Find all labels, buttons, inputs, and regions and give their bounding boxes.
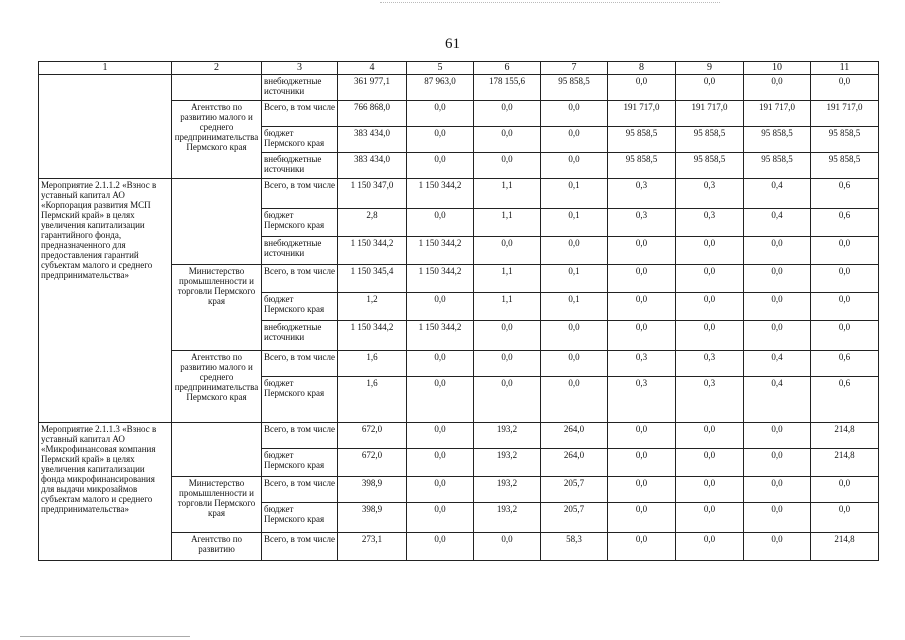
- value-cell: 2,8: [338, 209, 407, 237]
- value-cell: 0,0: [474, 321, 541, 351]
- value-cell: 0,0: [811, 265, 879, 293]
- measure-cell: Мероприятие 2.1.1.3 «Взнос в уставный капитал АО «Микрофинансовая компания Пермский край» в целях увеличения капитализации фонда микрофинансирования для выдачи микрозаймов субъектам малого и среднего предпринимательства»: [39, 423, 172, 561]
- value-cell: 87 963,0: [407, 75, 474, 101]
- value-cell: 0,3: [676, 377, 744, 423]
- value-cell: 95 858,5: [811, 127, 879, 153]
- value-cell: 0,0: [608, 321, 676, 351]
- value-cell: 191 717,0: [811, 101, 879, 127]
- value-cell: 191 717,0: [744, 101, 811, 127]
- value-cell: 0,0: [744, 503, 811, 533]
- executor-cell: Агентство по развитию: [172, 533, 262, 561]
- header-cell: 5: [407, 62, 474, 75]
- value-cell: 0,0: [608, 423, 676, 449]
- value-cell: 0,0: [676, 321, 744, 351]
- value-cell: 0,0: [407, 153, 474, 179]
- funding-source-cell: внебюджетные источники: [262, 153, 338, 179]
- value-cell: 0,0: [474, 377, 541, 423]
- measure-cell: Мероприятие 2.1.1.2 «Взнос в уставный капитал АО «Корпорация развития МСП Пермский край» в целях увеличения капитализации гарантийного фонда, предназначенного для предоставления гарантий субъектам малого и среднего предпринимательства»: [39, 179, 172, 423]
- value-cell: 0,0: [744, 293, 811, 321]
- value-cell: 0,0: [474, 153, 541, 179]
- value-cell: 214,8: [811, 423, 879, 449]
- value-cell: 0,6: [811, 377, 879, 423]
- value-cell: 0,0: [541, 321, 608, 351]
- value-cell: 0,3: [608, 377, 676, 423]
- funding-source-cell: бюджет Пермского края: [262, 209, 338, 237]
- funding-source-cell: внебюджетные источники: [262, 237, 338, 265]
- value-cell: 0,0: [676, 265, 744, 293]
- value-cell: 1 150 344,2: [338, 321, 407, 351]
- value-cell: 383 434,0: [338, 127, 407, 153]
- value-cell: 1,1: [474, 265, 541, 293]
- header-cell: 2: [172, 62, 262, 75]
- value-cell: 193,2: [474, 449, 541, 477]
- executor-cell: Министерство промышленности и торговли Пермского края: [172, 265, 262, 351]
- value-cell: 0,0: [608, 503, 676, 533]
- value-cell: 264,0: [541, 423, 608, 449]
- value-cell: 0,0: [608, 477, 676, 503]
- header-cell: 6: [474, 62, 541, 75]
- value-cell: 1 150 344,2: [407, 179, 474, 209]
- value-cell: 214,8: [811, 449, 879, 477]
- header-cell: 8: [608, 62, 676, 75]
- table-row: [39, 179, 879, 209]
- funding-source-cell: внебюджетные источники: [262, 75, 338, 101]
- value-cell: 0,0: [676, 293, 744, 321]
- value-cell: 1,2: [338, 293, 407, 321]
- value-cell: 0,0: [744, 533, 811, 561]
- header-cell: 9: [676, 62, 744, 75]
- value-cell: 95 858,5: [608, 153, 676, 179]
- executor-cell: [172, 179, 262, 265]
- value-cell: 0,0: [474, 533, 541, 561]
- value-cell: 0,1: [541, 293, 608, 321]
- value-cell: 0,0: [407, 377, 474, 423]
- value-cell: 383 434,0: [338, 153, 407, 179]
- value-cell: 0,0: [608, 237, 676, 265]
- value-cell: 0,0: [744, 265, 811, 293]
- value-cell: 273,1: [338, 533, 407, 561]
- funding-source-cell: Всего, в том числе: [262, 477, 338, 503]
- value-cell: 672,0: [338, 449, 407, 477]
- value-cell: 0,0: [608, 293, 676, 321]
- funding-source-cell: бюджет Пермского края: [262, 449, 338, 477]
- value-cell: 0,0: [474, 237, 541, 265]
- value-cell: 1 150 347,0: [338, 179, 407, 209]
- table-body: [39, 75, 879, 561]
- value-cell: 0,1: [541, 179, 608, 209]
- funding-source-cell: бюджет Пермского края: [262, 127, 338, 153]
- value-cell: 1,1: [474, 209, 541, 237]
- value-cell: 0,0: [541, 101, 608, 127]
- value-cell: 0,0: [407, 533, 474, 561]
- value-cell: 0,0: [407, 351, 474, 377]
- value-cell: 361 977,1: [338, 75, 407, 101]
- value-cell: 0,0: [541, 377, 608, 423]
- header-cell: 3: [262, 62, 338, 75]
- value-cell: 95 858,5: [676, 127, 744, 153]
- header-cell: 7: [541, 62, 608, 75]
- funding-source-cell: Всего, в том числе: [262, 351, 338, 377]
- value-cell: 0,0: [474, 351, 541, 377]
- value-cell: 214,8: [811, 533, 879, 561]
- value-cell: 205,7: [541, 503, 608, 533]
- value-cell: 264,0: [541, 449, 608, 477]
- value-cell: 0,0: [676, 75, 744, 101]
- executor-cell: Агентство по развитию малого и среднего предпринимательства Пермского края: [172, 351, 262, 423]
- value-cell: 0,0: [407, 477, 474, 503]
- value-cell: 0,0: [744, 423, 811, 449]
- funding-source-cell: бюджет Пермского края: [262, 377, 338, 423]
- header-cell: 1: [39, 62, 172, 75]
- value-cell: 0,0: [407, 209, 474, 237]
- value-cell: 0,0: [608, 265, 676, 293]
- value-cell: 0,6: [811, 179, 879, 209]
- value-cell: 672,0: [338, 423, 407, 449]
- budget-table: [38, 61, 879, 561]
- value-cell: 95 858,5: [676, 153, 744, 179]
- value-cell: 0,0: [676, 449, 744, 477]
- value-cell: 0,0: [744, 237, 811, 265]
- value-cell: 0,0: [407, 101, 474, 127]
- table-row: [39, 75, 879, 101]
- value-cell: 0,0: [407, 293, 474, 321]
- value-cell: 0,1: [541, 209, 608, 237]
- value-cell: 0,4: [744, 351, 811, 377]
- value-cell: 0,0: [811, 293, 879, 321]
- value-cell: 0,1: [541, 265, 608, 293]
- funding-source-cell: Всего, в том числе: [262, 101, 338, 127]
- measure-cell: [39, 75, 172, 179]
- value-cell: 0,0: [407, 449, 474, 477]
- header-cell: 11: [811, 62, 879, 75]
- value-cell: 1 150 344,2: [407, 265, 474, 293]
- value-cell: 766 868,0: [338, 101, 407, 127]
- value-cell: 0,0: [811, 75, 879, 101]
- value-cell: 1 150 344,2: [407, 237, 474, 265]
- funding-source-cell: бюджет Пермского края: [262, 503, 338, 533]
- value-cell: 0,0: [608, 75, 676, 101]
- value-cell: 0,0: [541, 237, 608, 265]
- value-cell: 193,2: [474, 503, 541, 533]
- value-cell: 178 155,6: [474, 75, 541, 101]
- table-row: [39, 423, 879, 449]
- value-cell: 0,0: [676, 503, 744, 533]
- value-cell: 0,0: [407, 127, 474, 153]
- value-cell: 0,3: [676, 179, 744, 209]
- value-cell: 398,9: [338, 477, 407, 503]
- value-cell: 0,0: [744, 477, 811, 503]
- value-cell: 1 150 344,2: [338, 237, 407, 265]
- value-cell: 0,0: [744, 75, 811, 101]
- value-cell: 191 717,0: [676, 101, 744, 127]
- value-cell: 1,6: [338, 351, 407, 377]
- value-cell: 0,0: [541, 153, 608, 179]
- value-cell: 95 858,5: [541, 75, 608, 101]
- value-cell: 0,0: [407, 503, 474, 533]
- value-cell: 0,0: [407, 423, 474, 449]
- value-cell: 0,3: [676, 209, 744, 237]
- value-cell: 1,6: [338, 377, 407, 423]
- funding-source-cell: внебюджетные источники: [262, 321, 338, 351]
- value-cell: 1,1: [474, 293, 541, 321]
- value-cell: 0,3: [608, 209, 676, 237]
- value-cell: 1 150 344,2: [407, 321, 474, 351]
- value-cell: 0,0: [608, 533, 676, 561]
- value-cell: 0,0: [744, 449, 811, 477]
- value-cell: 0,0: [541, 127, 608, 153]
- executor-cell: Министерство промышленности и торговли Пермского края: [172, 477, 262, 533]
- value-cell: 0,0: [676, 533, 744, 561]
- value-cell: 191 717,0: [608, 101, 676, 127]
- executor-cell: Агентство по развитию малого и среднего предпринимательства Пермского края: [172, 101, 262, 179]
- header-row: [39, 62, 879, 75]
- value-cell: 0,0: [676, 237, 744, 265]
- value-cell: 95 858,5: [811, 153, 879, 179]
- value-cell: 0,3: [608, 179, 676, 209]
- funding-source-cell: Всего, в том числе: [262, 423, 338, 449]
- funding-source-cell: Всего, в том числе: [262, 179, 338, 209]
- scan-edge-top: [380, 2, 720, 4]
- funding-source-cell: Всего, в том числе: [262, 533, 338, 561]
- scan-edge-bottom: [20, 636, 190, 638]
- value-cell: 0,0: [541, 351, 608, 377]
- header-cell: 10: [744, 62, 811, 75]
- value-cell: 95 858,5: [744, 153, 811, 179]
- value-cell: 95 858,5: [744, 127, 811, 153]
- value-cell: 0,3: [608, 351, 676, 377]
- value-cell: 0,0: [676, 423, 744, 449]
- value-cell: 0,0: [608, 449, 676, 477]
- value-cell: 193,2: [474, 423, 541, 449]
- value-cell: 0,0: [744, 321, 811, 351]
- value-cell: 0,3: [676, 351, 744, 377]
- value-cell: 1,1: [474, 179, 541, 209]
- page-number: 61: [445, 36, 460, 52]
- value-cell: 0,0: [811, 237, 879, 265]
- value-cell: 0,6: [811, 351, 879, 377]
- value-cell: 0,4: [744, 209, 811, 237]
- value-cell: 58,3: [541, 533, 608, 561]
- funding-source-cell: бюджет Пермского края: [262, 293, 338, 321]
- value-cell: 0,6: [811, 209, 879, 237]
- value-cell: 193,2: [474, 477, 541, 503]
- value-cell: 0,0: [676, 477, 744, 503]
- value-cell: 1 150 345,4: [338, 265, 407, 293]
- value-cell: 0,4: [744, 179, 811, 209]
- value-cell: 205,7: [541, 477, 608, 503]
- value-cell: 95 858,5: [608, 127, 676, 153]
- header-cell: 4: [338, 62, 407, 75]
- executor-cell: [172, 75, 262, 101]
- executor-cell: [172, 423, 262, 477]
- value-cell: 0,0: [811, 477, 879, 503]
- value-cell: 0,4: [744, 377, 811, 423]
- value-cell: 0,0: [811, 503, 879, 533]
- value-cell: 0,0: [474, 101, 541, 127]
- value-cell: 0,0: [811, 321, 879, 351]
- value-cell: 398,9: [338, 503, 407, 533]
- value-cell: 0,0: [474, 127, 541, 153]
- funding-source-cell: Всего, в том числе: [262, 265, 338, 293]
